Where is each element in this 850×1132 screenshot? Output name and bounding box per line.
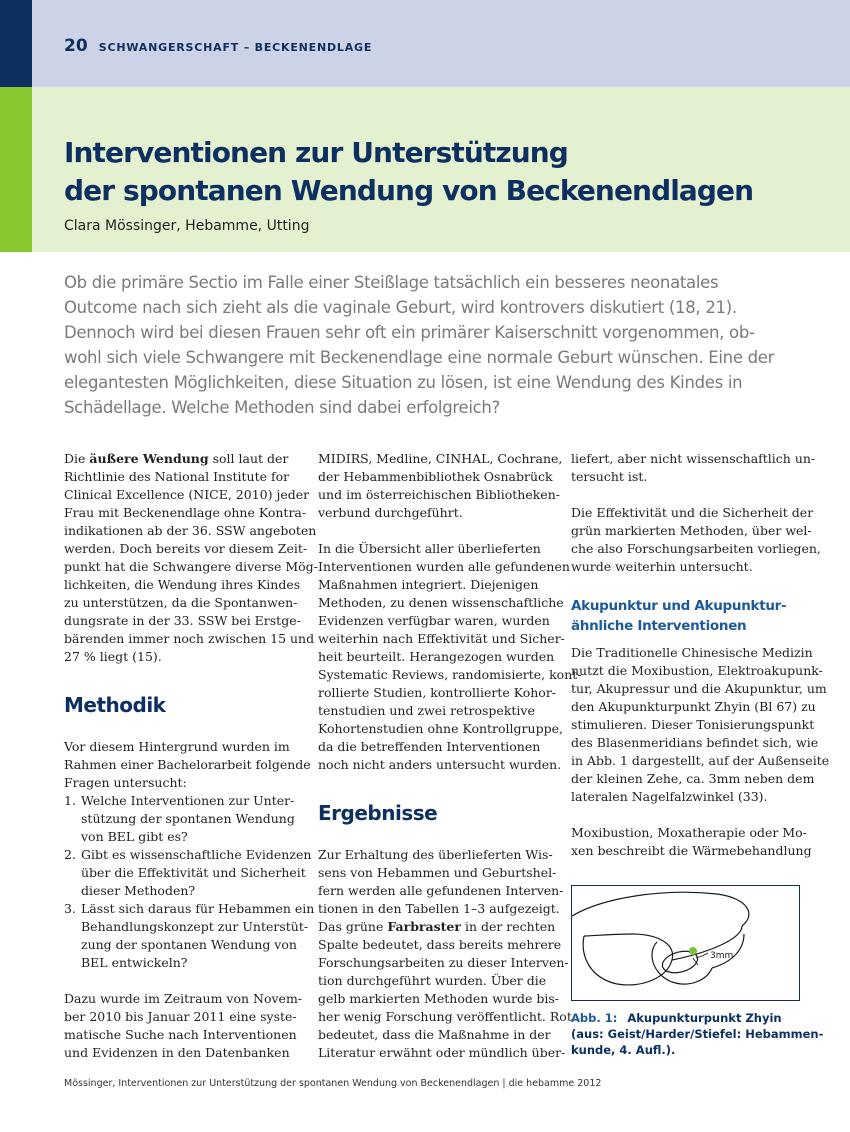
body-line: der Hebammenbibliothek Osnabrück: [318, 469, 553, 484]
body-line: Vor diesem Hintergrund wurden im: [64, 739, 290, 754]
body-line: bedeutet, dass die Maßnahme in der: [318, 1027, 551, 1042]
bold-term: äußere Wendung: [89, 451, 209, 466]
body-line: MIDIRS, Medline, CINHAL, Cochrane,: [318, 451, 563, 466]
body-line: matische Suche nach Interventionen: [64, 1027, 297, 1042]
list-item-continuation: zung der spontanen Wendung von: [81, 937, 297, 952]
body-line: fern werden alle gefundenen Interven-: [318, 883, 564, 898]
body-line: sens von Hebammen und Geburtshel-: [318, 865, 557, 880]
body-line: Moxibustion, Moxatherapie oder Mo-: [571, 825, 807, 840]
article-title: [64, 134, 834, 210]
measurement-label: 3mm: [710, 951, 734, 961]
body-line: Literatur erwähnt oder mündlich über-: [318, 1045, 566, 1060]
list-item-continuation: Behandlungskonzept zur Unterstüt-: [81, 919, 309, 934]
body-line: wurde weiterhin untersucht.: [571, 559, 753, 574]
bold-term: Farbraster: [387, 919, 461, 934]
body-line: Zur Erhaltung des überlieferten Wis-: [318, 847, 553, 862]
body-line: den Akupunkturpunkt Zhyin (Bl 67) zu: [571, 699, 816, 714]
body-line: In die Übersicht aller überlieferten: [318, 541, 541, 556]
body-line: der kleinen Zehe, ca. 3mm neben dem: [571, 771, 815, 786]
body-line: stimulieren. Dieser Tonisierungspunkt: [571, 717, 815, 732]
body-line: zu unterstützen, da die Spontanwen-: [64, 595, 298, 610]
body-line: Fragen untersucht:: [64, 775, 187, 790]
body-line: des Blasenmeridians befindet sich, wie: [571, 735, 819, 750]
question-list: [64, 792, 315, 972]
body-line: Interventionen wurden alle gefundenen: [318, 559, 570, 574]
body-line: Dazu wurde im Zeitraum von Novem-: [64, 991, 303, 1006]
title-line: der spontanen Wendung von Beckenendlagen: [64, 174, 754, 207]
body-line: Kohortenstudien ohne Kontrollgruppe,: [318, 721, 563, 736]
figure-caption: Abb. 1: Akupunkturpunkt Zhyin (aus: Geist/Harder/Stiefel: Hebammen- kunde, 4. Aufl.).: [571, 1011, 824, 1057]
body-line: ber 2010 bis Januar 2011 eine syste-: [64, 1009, 297, 1024]
body-line: lateralen Nagelfalzwinkel (33).: [571, 789, 768, 804]
body-line: Maßnahmen integriert. Diejenigen: [318, 577, 539, 592]
lead-line: Ob die primäre Sectio im Falle einer Steißlage tatsächlich ein besseres neonatales: [64, 273, 719, 292]
body-line: lichkeiten, die Wendung ihres Kindes: [64, 577, 301, 592]
body-line: Frau mit Beckenendlage ohne Kontra-: [64, 505, 307, 520]
body-line: gelb markierten Methoden wurde bis-: [318, 991, 559, 1006]
lead-line: Outcome nach sich zieht als die vaginale Geburt, wird kontrovers diskutiert (18, 21).: [64, 298, 737, 317]
body-line: da die betreffenden Interventionen: [318, 739, 541, 754]
body-line: weiterhin nach Effektivität und Sicher-: [318, 631, 565, 646]
body-line: noch nicht anders untersucht wurden.: [318, 757, 562, 772]
body-line: in Abb. 1 dargestellt, auf der Außenseite: [571, 753, 830, 768]
acupoint-marker: [689, 947, 697, 955]
body-line: 27 % liegt (15).: [64, 649, 162, 664]
list-item: 3. Lässt sich daraus für Hebammen ein: [64, 901, 315, 916]
body-line: Forschungsarbeiten zu dieser Interven-: [318, 955, 569, 970]
body-line: rollierte Studien, kontrollierte Kohor-: [318, 685, 557, 700]
body-line: und Evidenzen in den Datenbanken: [64, 1045, 290, 1060]
title-line: Interventionen zur Unterstützung: [64, 136, 568, 169]
body-line: heit beurteilt. Herangezogen wurden: [318, 649, 555, 664]
body-line: und im österreichischen Bibliotheken-: [318, 487, 560, 502]
body-line: grün markierten Methoden, über wel-: [571, 523, 812, 538]
body-line: xen beschreibt die Wärmebehandlung: [571, 843, 812, 858]
body-line: Rahmen einer Bachelorarbeit folgende: [64, 757, 311, 772]
body-line: tenstudien und zwei retrospektive: [318, 703, 535, 718]
list-item: 1. Welche Interventionen zur Unter-: [64, 793, 295, 808]
body-line: Evidenzen verfügbar waren, wurden: [318, 613, 550, 628]
body-line: dungsrate in der 33. SSW bei Erstge-: [64, 613, 301, 628]
title-accent-stripe: [0, 87, 32, 252]
page-footer: Mössinger, Interventionen zur Unterstützung der spontanen Wendung von Beckenendlagen | die hebamme 2012: [64, 1078, 602, 1089]
list-item-continuation: von BEL gibt es?: [81, 829, 188, 844]
column-1: [64, 450, 318, 1062]
caption-label: Abb. 1:: [571, 1011, 618, 1025]
body-line: liefert, aber nicht wissenschaftlich un-: [571, 451, 816, 466]
author-line: Clara Mössinger, Hebamme, Utting: [64, 218, 310, 234]
body-line: tur, Akupressur und die Akupunktur, um: [571, 681, 827, 696]
list-item-continuation: stützung der spontanen Wendung: [81, 811, 295, 826]
running-head: [64, 36, 372, 56]
column-2: [318, 450, 582, 1062]
body-line: Die Effektivität und die Sicherheit der: [571, 505, 814, 520]
body-line: nutzt die Moxibustion, Elektroakupunk-: [571, 663, 823, 678]
intro-first-line: Die äußere Wendung soll laut der: [64, 451, 289, 466]
header-accent-stripe: [0, 0, 32, 87]
body-line: tion durchgeführt wurden. Über die: [318, 973, 547, 988]
body-line: punkt hat die Schwangere diverse Mög-: [64, 559, 318, 574]
lead-line: Dennoch wird bei diesen Frauen sehr oft ein primärer Kaiserschnitt vorgenommen, ob-: [64, 323, 755, 342]
body-line: Spalte bedeutet, dass bereits mehrere: [318, 937, 562, 952]
body-line: her wenig Forschung veröffentlicht. Rot: [318, 1009, 572, 1024]
body-line: bärenden immer noch zwischen 15 und: [64, 631, 315, 646]
lead-line: elegantesten Möglichkeiten, diese Situation zu lösen, ist eine Wendung des Kindes in: [64, 373, 743, 392]
page-number: 20: [64, 36, 88, 56]
lead-line: Schädellage. Welche Methoden sind dabei erfolgreich?: [64, 398, 501, 417]
body-line: verbund durchgeführt.: [318, 505, 463, 520]
body-line: tersucht ist.: [571, 469, 648, 484]
body-line: Methoden, zu denen wissenschaftliche: [318, 595, 564, 610]
section-label: SCHWANGERSCHAFT – BECKENENDLAGE: [98, 41, 373, 54]
ergebnisse-heading: Ergebnisse: [318, 801, 438, 825]
body-line: Clinical Excellence (NICE, 2010) jeder: [64, 487, 310, 502]
figure-acupuncture-point: [571, 885, 800, 1001]
body-line: Das grüne Farbraster in der rechten: [318, 919, 556, 934]
body-line: indikationen ab der 36. SSW angeboten: [64, 523, 317, 538]
column-3: [571, 450, 830, 860]
body-line: Die Traditionelle Chinesische Medizin: [571, 645, 813, 660]
list-item-continuation: über die Effektivität und Sicherheit: [81, 865, 306, 880]
body-line: Systematic Reviews, randomisierte, kont-: [318, 667, 582, 682]
lead-paragraph: [64, 270, 784, 420]
body-line: Richtlinie des National Institute for: [64, 469, 290, 484]
body-line: tionen in den Tabellen 1–3 aufgezeigt.: [318, 901, 560, 916]
methodik-heading: Methodik: [64, 693, 166, 717]
list-item-continuation: dieser Methoden?: [81, 883, 196, 898]
body-line: werden. Doch bereits vor diesem Zeit-: [64, 541, 308, 556]
body-line: che also Forschungsarbeiten vorliegen,: [571, 541, 821, 556]
akupunktur-subheading: Akupunktur und Akupunktur- ähnliche Interventionen: [571, 598, 787, 634]
list-item: 2. Gibt es wissenschaftliche Evidenzen: [64, 847, 312, 862]
list-item-continuation: BEL entwickeln?: [81, 955, 188, 970]
toe-illustration: [572, 886, 799, 1000]
lead-line: wohl sich viele Schwangere mit Beckenendlage eine normale Geburt wünschen. Eine der: [64, 348, 775, 367]
